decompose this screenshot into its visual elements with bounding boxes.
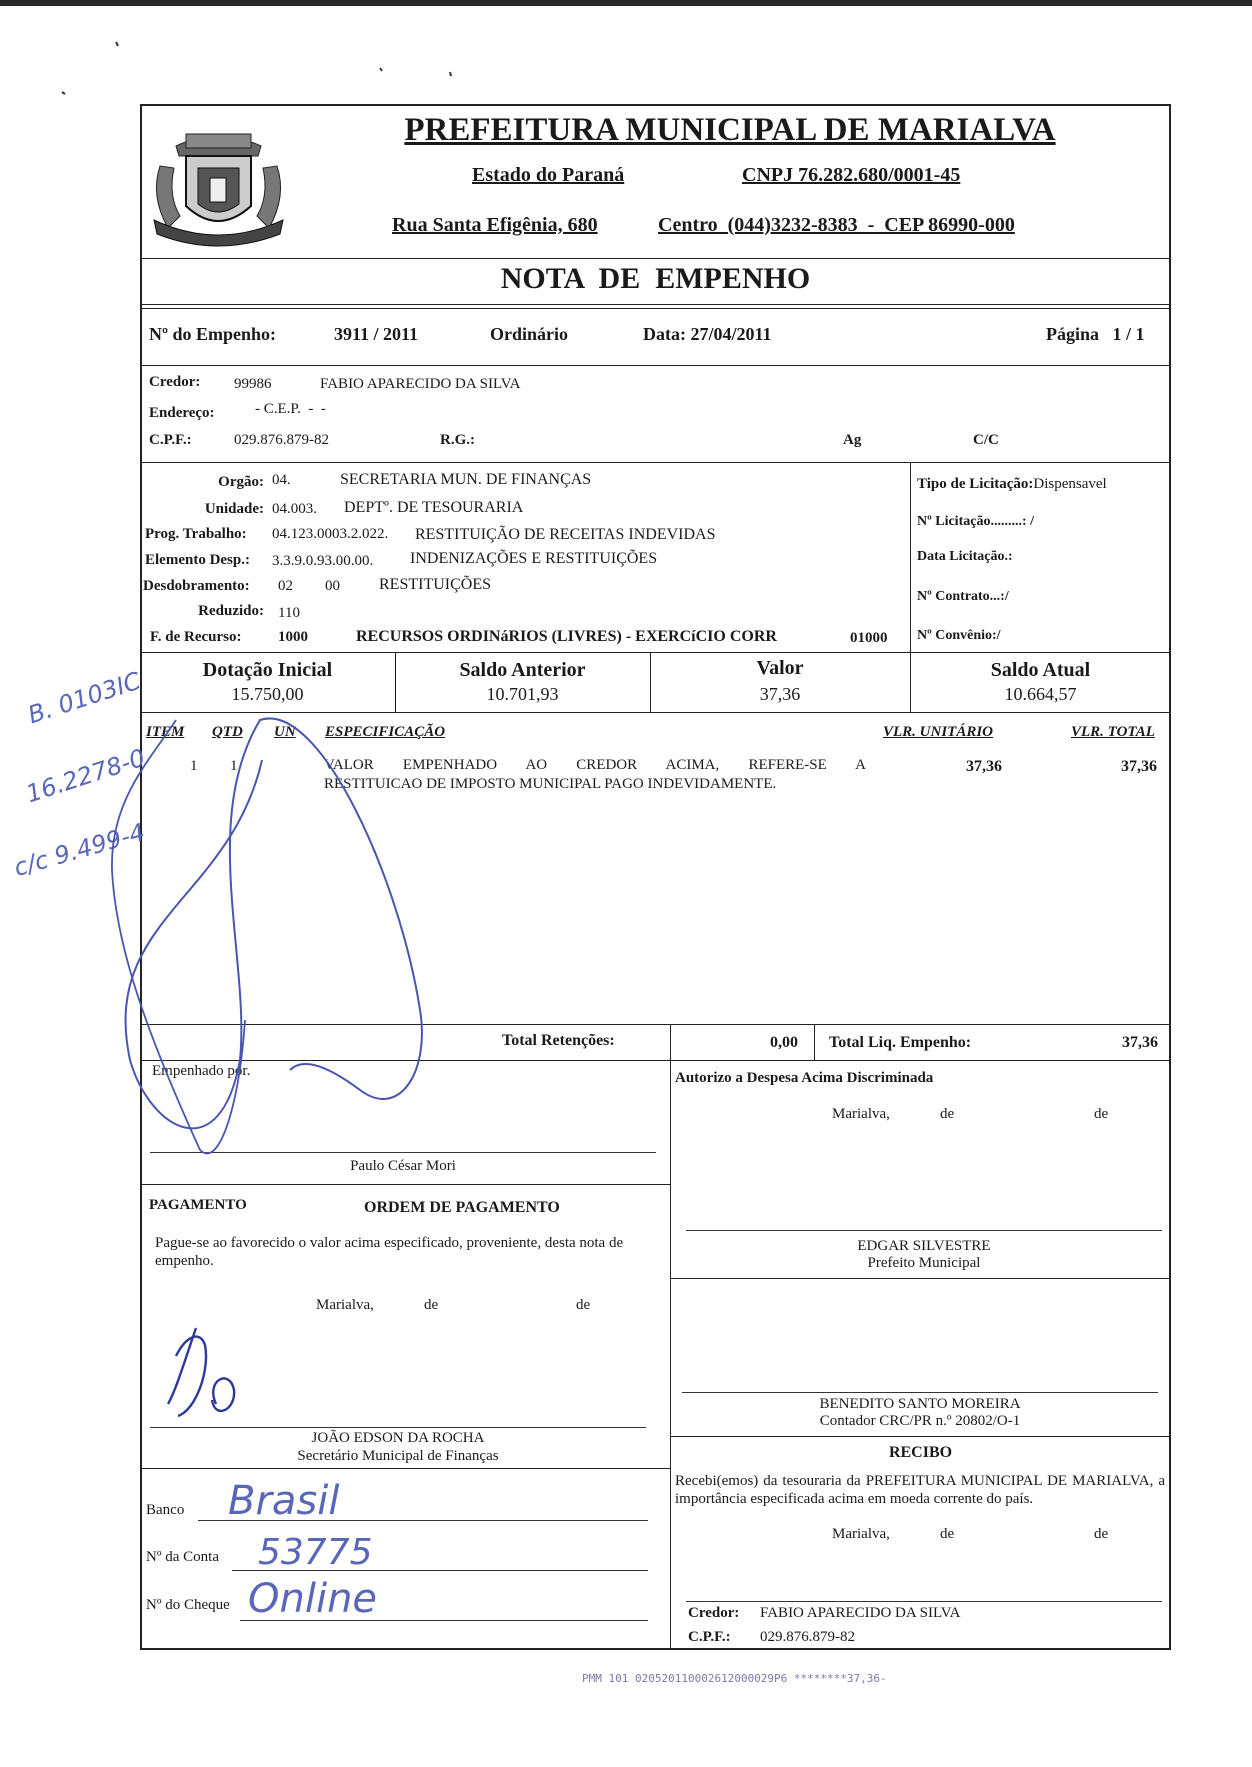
empenhado-por-label: Empenhado por. [152, 1063, 251, 1079]
secretary-name: JOÃO EDSON DA ROCHA [311, 1430, 485, 1446]
data-licitacao: Data Licitação.: [917, 549, 1013, 564]
mayor-name: EDGAR SILVESTRE [857, 1238, 991, 1254]
recibo-place: Marialva, [832, 1526, 890, 1542]
elemento-label: Elemento Desp.: [145, 552, 250, 568]
col-header-un: UN [274, 724, 296, 740]
dotacao-inicial-value: 15.750,00 [231, 684, 304, 704]
tipo-licitacao-label: Tipo de Licitação: [917, 476, 1034, 492]
valor-value: 37,36 [759, 684, 801, 704]
rg-label: R.G.: [440, 432, 475, 448]
cpf-label: C.P.F.: [149, 432, 192, 448]
divider [140, 462, 1171, 463]
saldo-atual-value: 10.664,57 [1004, 684, 1077, 704]
total-retencoes-label: Total Retenções: [502, 1032, 615, 1049]
fonte-recurso-name: RECURSOS ORDINáRIOS (LIVRES) - EXERCíCIO CORR [356, 628, 777, 645]
fonte-recurso-extra: 01000 [850, 630, 888, 646]
municipality-title: PREFEITURA MUNICIPAL DE MARIALVA [404, 112, 1056, 148]
saldo-atual-label: Saldo Atual [990, 659, 1091, 681]
accountant-name: BENEDITO SANTO MOREIRA [819, 1396, 1021, 1412]
empenho-type: Ordinário [490, 324, 569, 344]
empenho-date: Data: 27/04/2011 [643, 324, 772, 344]
total-liquido-label: Total Liq. Empenho: [829, 1034, 972, 1051]
orgao-label: Orgão: [218, 474, 264, 490]
divider [670, 1436, 1171, 1437]
prog-trabalho-label: Prog. Trabalho: [145, 526, 247, 542]
signature-line [682, 1392, 1158, 1393]
phone-cep-label: Centro (044)3232-8383 - CEP 86990-000 [658, 214, 1015, 236]
recibo-de2: de [1094, 1526, 1109, 1542]
saldo-anterior-label: Saldo Anterior [459, 659, 586, 681]
divider [670, 1024, 671, 1060]
recibo-title: RECIBO [888, 1444, 953, 1461]
tipo-licitacao [917, 476, 1107, 493]
numero-licitacao: Nº Licitação.........: / [917, 514, 1034, 529]
pagamento-text: Pague-se ao favorecido o valor acima especificado, proveniente, desta nota de empenho. [155, 1235, 624, 1269]
dotacao-inicial-label: Dotação Inicial [202, 659, 333, 681]
scan-top-edge [0, 0, 1252, 6]
recibo-cpf-value: 029.876.879-82 [760, 1629, 855, 1645]
divider [140, 652, 1171, 653]
item-description-line2: RESTITUICAO DE IMPOSTO MUNICIPAL PAGO INDEVIDAMENTE. [324, 776, 777, 792]
divider [140, 1468, 670, 1469]
address-label: Rua Santa Efigênia, 680 [392, 214, 598, 236]
autorizo-de2: de [1094, 1106, 1109, 1122]
pagamento-label: PAGAMENTO [149, 1197, 247, 1213]
divider [140, 1024, 1171, 1025]
divider [910, 462, 911, 652]
divider [140, 304, 1171, 305]
signature-line [686, 1230, 1162, 1231]
recibo-credor-label: Credor: [688, 1605, 740, 1621]
elemento-name: INDENIZAÇÕES E RESTITUIÇÕES [410, 550, 658, 567]
item-qty: 1 [230, 758, 238, 774]
page-indicator: Página 1 / 1 [1046, 324, 1145, 344]
tipo-licitacao-value: Dispensavel [1033, 476, 1107, 492]
account-label: C/C [973, 432, 999, 448]
divider [140, 258, 1171, 259]
col-header-especificacao: ESPECIFICAÇÃO [325, 724, 446, 740]
divider [140, 1060, 1171, 1061]
divider [140, 712, 1171, 713]
address-field-value: - C.E.P. - - [255, 401, 326, 417]
empenhado-signer: Paulo César Mori [350, 1158, 456, 1174]
valor-label: Valor [756, 657, 804, 679]
desdobramento-label: Desdobramento: [143, 578, 250, 594]
state-label: Estado do Paraná [472, 164, 625, 186]
reduzido-value: 110 [278, 605, 300, 621]
divider [814, 1024, 815, 1060]
pagamento-de2: de [576, 1297, 591, 1313]
col-header-item: ITEM [146, 724, 185, 740]
divider [140, 1184, 670, 1185]
orgao-code: 04. [272, 472, 291, 488]
handwritten-margin-note-1: B. 0103IC [24, 666, 145, 730]
unidade-name: DEPTº. DE TESOURARIA [344, 499, 524, 516]
empenho-number: 3911 / 2011 [334, 324, 419, 344]
prog-trabalho-code: 04.123.0003.2.022. [272, 526, 389, 542]
reduzido-label: Reduzido: [198, 603, 264, 619]
credor-name: FABIO APARECIDO DA SILVA [320, 376, 521, 392]
numero-convenio: Nº Convênio:/ [917, 628, 1001, 643]
conta-label: Nº da Conta [146, 1549, 219, 1565]
saldo-anterior-value: 10.701,93 [486, 684, 559, 704]
banco-label: Banco [146, 1502, 185, 1518]
autorizo-label: Autorizo a Despesa Acima Discriminada [675, 1070, 934, 1086]
divider [670, 1278, 1171, 1279]
item-description-line1: VALOR EMPENHADO AO CREDOR ACIMA, REFERE-SE A [324, 757, 866, 773]
divider [140, 308, 1171, 309]
signature-line [150, 1152, 656, 1153]
empenho-number-label: Nº do Empenho: [149, 324, 276, 344]
col-header-valor-unitario: VLR. UNITÁRIO [883, 724, 994, 740]
desdobramento-code2: 00 [325, 578, 340, 594]
document-title: NOTA DE EMPENHO [500, 262, 811, 295]
dot-marks [62, 42, 451, 94]
total-retencoes-value: 0,00 [770, 1034, 798, 1051]
orgao-name: SECRETARIA MUN. DE FINANÇAS [340, 471, 592, 488]
unidade-label: Unidade: [204, 501, 264, 517]
item-unit-value: 37,36 [966, 758, 1002, 775]
handwritten-banco: Brasil [228, 1478, 340, 1524]
recibo-credor-value: FABIO APARECIDO DA SILVA [760, 1605, 961, 1621]
cheque-label: Nº do Cheque [146, 1597, 230, 1613]
mayor-role: Prefeito Municipal [867, 1255, 981, 1271]
desdobramento-name: RESTITUIÇÕES [379, 576, 491, 593]
recibo-de1: de [940, 1526, 955, 1542]
total-liquido-value: 37,36 [1122, 1034, 1158, 1051]
recibo-cpf-label: C.P.F.: [688, 1629, 731, 1645]
address-field-label: Endereço: [149, 405, 215, 421]
item-number: 1 [190, 758, 198, 774]
fonte-recurso-code: 1000 [278, 629, 308, 645]
fonte-recurso-label: F. de Recurso: [150, 629, 242, 645]
pagamento-place: Marialva, [316, 1297, 374, 1313]
pagamento-de1: de [424, 1297, 439, 1313]
prog-trabalho-name: RESTITUIÇÃO DE RECEITAS INDEVIDAS [415, 526, 716, 543]
divider [670, 1060, 671, 1650]
agency-label: Ag [843, 432, 862, 448]
col-header-qtd: QTD [212, 724, 243, 740]
desdobramento-code1: 02 [278, 578, 293, 594]
handwritten-conta: 53775 [258, 1532, 373, 1573]
handwritten-margin-note-2: 16.2278-0 [22, 743, 149, 809]
secretary-role: Secretário Municipal de Finanças [297, 1448, 499, 1464]
ordem-pagamento-label: ORDEM DE PAGAMENTO [364, 1199, 560, 1216]
unidade-code: 04.003. [272, 501, 317, 517]
elemento-code: 3.3.9.0.93.00.00. [272, 553, 374, 569]
autorizo-de1: de [940, 1106, 955, 1122]
cnpj-label: CNPJ 76.282.680/0001-45 [742, 164, 961, 186]
accountant-role: Contador CRC/PR n.º 20802/O-1 [819, 1413, 1021, 1429]
autorizo-place: Marialva, [832, 1106, 890, 1122]
cpf-value: 029.876.879-82 [234, 432, 329, 448]
handwritten-cheque: Online [248, 1576, 378, 1622]
col-header-valor-total: VLR. TOTAL [1071, 724, 1155, 740]
credor-label: Credor: [149, 374, 201, 390]
recibo-text: Recebi(emos) da tesouraria da PREFEITURA MUNICIPAL DE MARIALVA, a importância especificada acima em moeda corrente do país. [675, 1473, 1165, 1507]
signature-line [150, 1427, 646, 1428]
credor-code: 99986 [234, 376, 272, 392]
signature-line [686, 1601, 1162, 1602]
item-total-value: 37,36 [1121, 758, 1157, 775]
ocr-code-line: PMM 101 020520110002612000029P6 ********37,36- [582, 1672, 887, 1685]
numero-contrato: Nº Contrato...:/ [917, 589, 1009, 604]
handwritten-margin-note-3: c/c 9.499-4 [10, 817, 148, 883]
divider [140, 365, 1171, 366]
